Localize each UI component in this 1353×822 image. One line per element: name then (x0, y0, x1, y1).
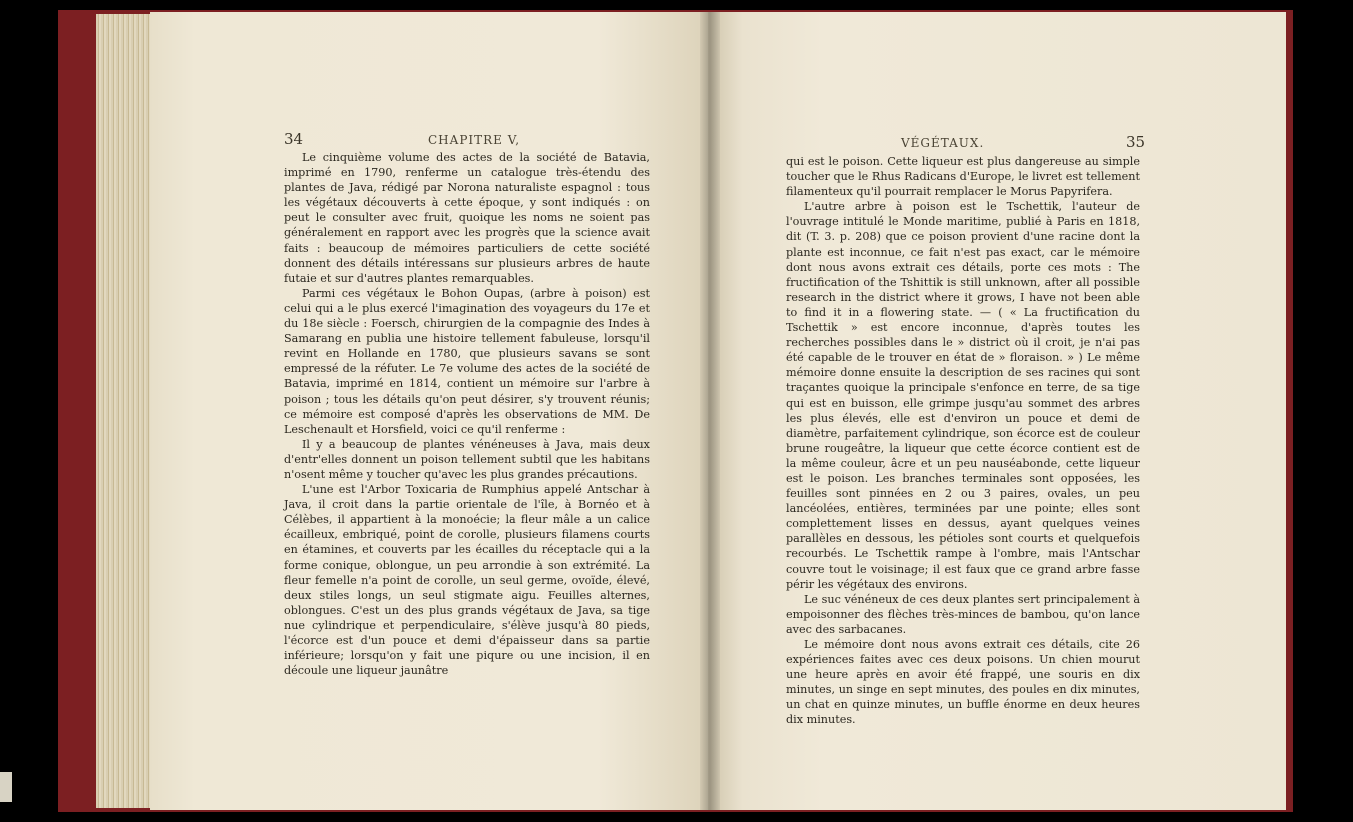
right-paragraph-2: L'autre arbre à poison est le Tschettik, l'auteur de l'ouvrage intitulé le Monde maritime, publié à Paris en 1818, dit (T. 3. p. 208) que ce poison provient d'une racine dont la plante est inconnue, ce fait n'est pas exact, car le mémoire dont nous avons extrait ces détails, porte ces mots : The fructification of the Tshittik is still unknown, after all possible research in the district where it grows, I have not been able to find it in a flowering state. — ( « La fructification du Tschettik » est encore inconnue, d'après toutes les recherches possibles dans le » district où il croit, je n'ai pas été capable de le trouver en état de » floraison. » ) Le même mémoire donne ensuite la description de ses racines qui sont traçantes quoique la principale s'enfonce en terre, de sa tige qui est en buisson, elle grimpe jusqu'au sommet des arbres les plus élevés, elle est d'environ un pouce et demi de diamètre, parfaitement cylindrique, son écorce est de couleur brune rougeâtre, la liqueur que cette écorce contient est de la même couleur, âcre et un peu nauséabonde, cette liqueur est le poison. Les branches terminales sont opposées, les feuilles sont pinnées en 2 ou 3 paires, ovales, un peu lancéolées, entières, terminées par une pointe; elles sont complettement lisses en dessus, ayant quelques veines parallèles en dessous, les pétioles sont courts et quelquefois recourbés. Le Tschettik rampe à l'ombre, mais l'Antschar couvre tout le voisinage; il est faux que ce grand arbre fasse périr les végétaux des environs. (786, 200, 1140, 591)
right-running-head: VÉGÉTAUX. (901, 136, 985, 150)
right-paragraph-4: Le mémoire dont nous avons extrait ces détails, cite 26 expériences faites avec ces deux poisons. Un chien mourut une heure après en avoir été frappé, une souris en dix minutes, un singe en sept minutes, des poules en dix minutes, un chat en quinze minutes, un buffle énorme en deux heures dix minutes. (786, 638, 1140, 727)
right-page (708, 12, 1286, 810)
left-paragraph-3: Il y a beaucoup de plantes vénéneuses à Java, mais deux d'entr'elles donnent un poison tellement subtil que les habitans n'osent même y toucher qu'avec les plus grandes précautions. (284, 437, 650, 481)
open-book (58, 10, 1293, 812)
left-paragraph-4: L'une est l'Arbor Toxicaria de Rumphius appelé Antschar à Java, il croit dans la partie orientale de l'île, à Bornéo et à Célèbes, il appartient à la monoécie; la fleur mâle a un calice écailleux, embriqué, point de corolle, plusieurs filamens courts en étamines, et couverts par les écailles du réceptacle qui a la forme conique, oblongue, un peu arrondie à son extrémité. La fleur femelle n'a point de corolle, un seul germe, ovoïde, élevé, deux stiles longs, un seul stigmate aigu. Feuilles alternes, oblongues. C'est un des plus grands végétaux de Java, sa tige nue cylindrique et perpendiculaire, s'élève jusqu'à 80 pieds, l'écorce est d'un pouce et demi d'épaisseur dans sa partie inférieure; lorsqu'on y fait une piqure ou une incision, il en découle une liqueur jaunâtre (284, 483, 650, 678)
right-paragraph-3: Le suc vénéneux de ces deux plantes sert principalement à empoisonner des flèches très-minces de bambou, qu'on lance avec des sarbacanes. (786, 592, 1140, 636)
book-gutter (700, 12, 720, 810)
left-paragraph-2: Parmi ces végétaux le Bohon Oupas, (arbre à poison) est celui qui a le plus exercé l'imagination des voyageurs du 17e et du 18e siècle : Foersch, chirurgien de la compagnie des Indes à Samarang en publia une histoire tellement fabuleuse, lorsqu'il revint en Hollande en 1780, que plusieurs savans se sont empressé de la réfuter. Le 7e volume des actes de la société de Batavia, imprimé en 1814, contient un mémoire sur l'arbre à poison ; tous les détails qu'on peut désirer, s'y trouvent réunis; ce mémoire est composé d'après les observations de MM. De Leschenault et Horsfield, voici ce qu'il renferme : (284, 286, 650, 436)
left-page-number: 34 (284, 130, 304, 148)
right-paragraph-1: qui est le poison. Cette liqueur est plus dangereuse au simple toucher que le Rhus Radicans d'Europe, le livret est tellement filamenteux qu'il pourrait remplacer le Morus Papyrifera. (786, 155, 1140, 199)
shelf-label (0, 772, 12, 802)
left-body-text (284, 150, 650, 678)
right-page-number: 35 (1126, 133, 1146, 151)
left-running-head: CHAPITRE V, (428, 133, 521, 147)
right-body-text (786, 154, 1140, 728)
page-edges (96, 14, 154, 808)
left-paragraph-1: Le cinquième volume des actes de la société de Batavia, imprimé en 1790, renferme un catalogue très-étendu des plantes de Java, rédigé par Norona naturaliste espagnol : tous les végétaux découverts à cette époque, y sont indiqués : on peut le consulter avec fruit, quoique les noms ne soient pas généralement en rapport avec les progrès que la science avait faits : beaucoup de mémoires particuliers de cette société donnent des détails intéressans sur plusieurs arbres de haute futaie et sur d'autres plantes remarquables. (284, 151, 650, 285)
left-page (150, 12, 710, 810)
